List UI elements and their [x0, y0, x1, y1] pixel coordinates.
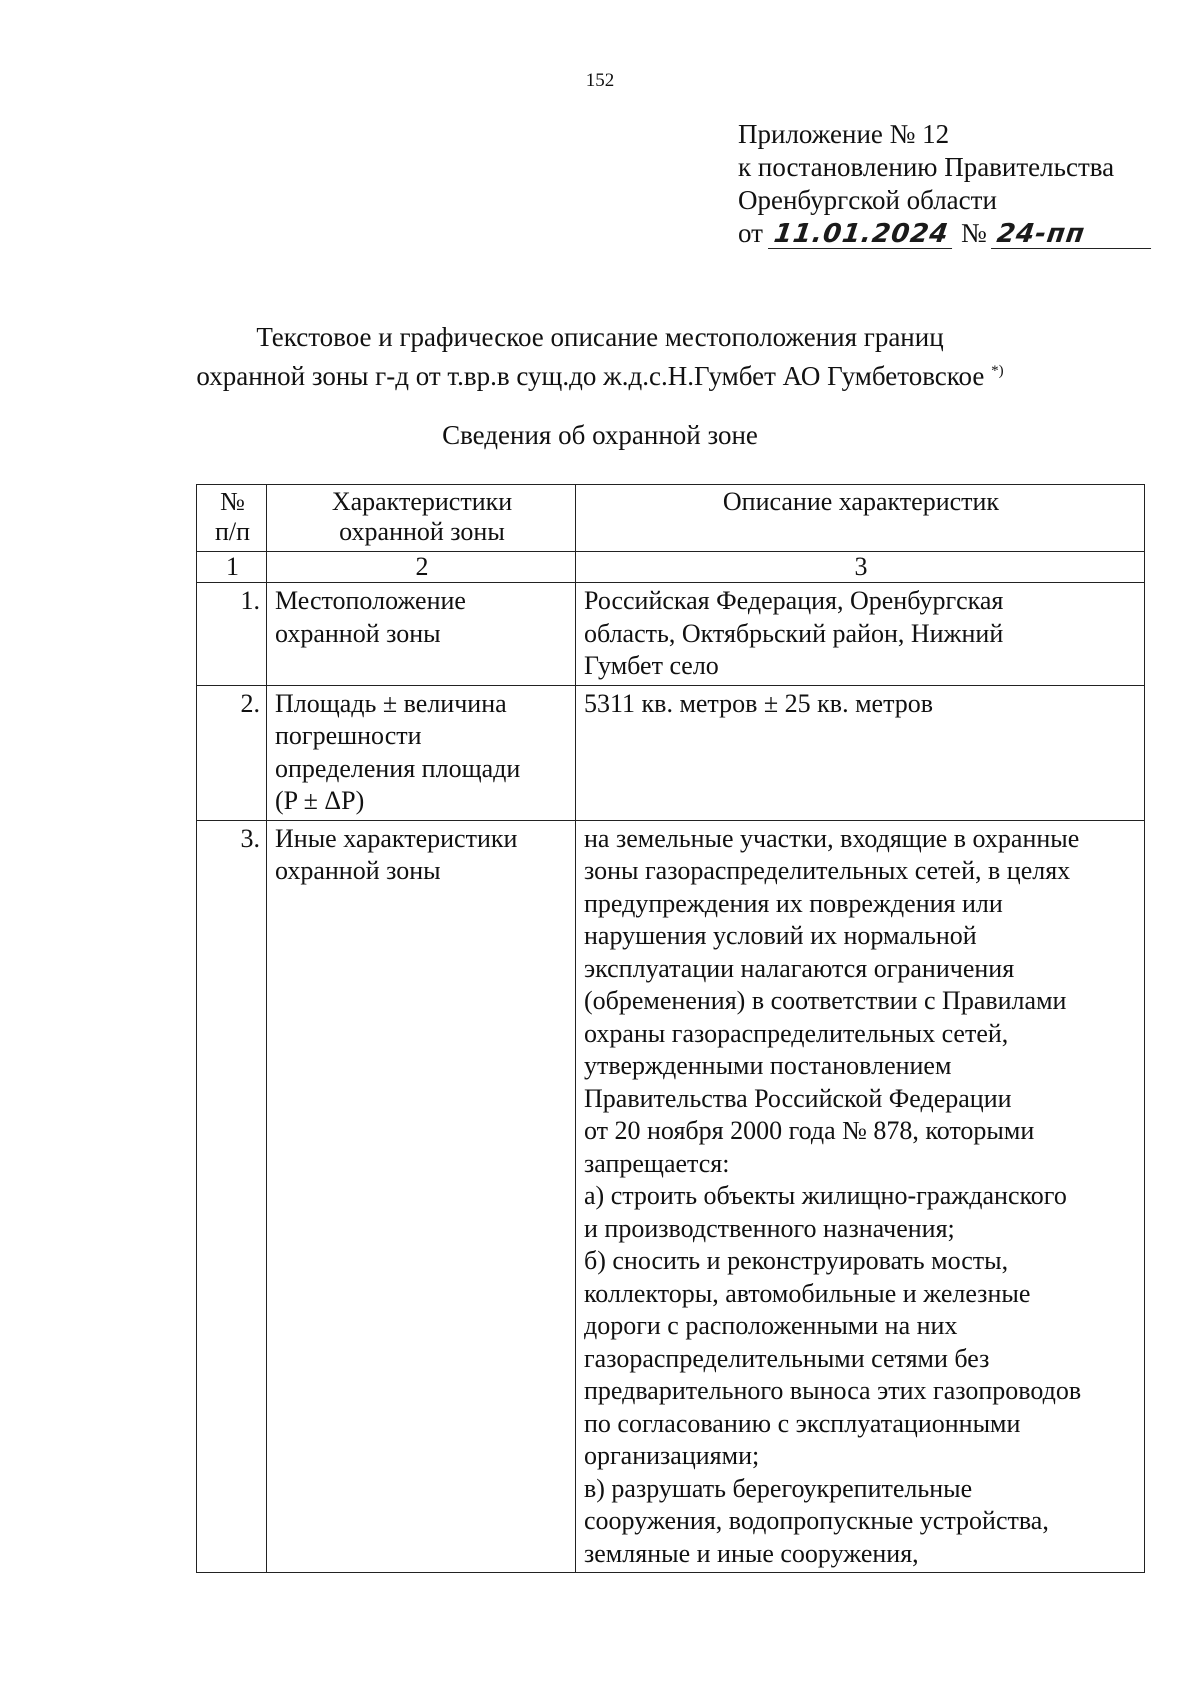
row-description [576, 583, 1145, 686]
row-name-line: Иные характеристики [275, 823, 518, 853]
row-name-line: определения площади [275, 753, 521, 783]
row-name-line: Местоположение [275, 586, 466, 615]
row-desc-line: Правительства Российской Федерации [584, 1083, 1012, 1113]
index-cell-2: 2 [267, 552, 576, 583]
row-num: 1. [197, 583, 267, 686]
title-line-2 [0, 354, 1200, 393]
row-desc-line: (обременения) в соответствии с Правилами [584, 986, 1067, 1015]
header-col2-line-2: охранной зоны [339, 517, 505, 546]
table-row [197, 820, 1145, 1573]
row-desc-line: земляные и иные сооружения, [584, 1538, 919, 1568]
row-desc-line: организациями; [584, 1441, 760, 1470]
table-index-row [197, 552, 1145, 583]
header-num-line-1: № [220, 487, 245, 516]
row-desc-line: охраны газораспределительных сетей, [584, 1018, 1009, 1048]
row-desc-line: дороги с расположенными на них [584, 1311, 958, 1340]
appendix-line-2: к постановлению Правительства [738, 152, 1115, 182]
appendix-line-1: Приложение № 12 [738, 119, 950, 149]
row-desc-line: запрещается: [584, 1148, 730, 1178]
row-desc-line: зоны газораспределительных сетей, в целях [584, 856, 1071, 885]
row-name-line: (P ± ΔP) [275, 786, 365, 815]
row-desc-line: от 20 ноября 2000 года № 878, которыми [584, 1116, 1035, 1145]
header-col2-line-1: Характеристики [331, 487, 513, 516]
document-title [0, 320, 1200, 393]
row-desc-line: коллекторы, автомобильные и железные [584, 1278, 1031, 1308]
table-row [197, 583, 1145, 686]
row-desc-line: Российская Федерация, Оренбургская [584, 586, 1004, 615]
header-characteristics [267, 485, 576, 552]
row-desc-line: предупреждения их повреждения или [584, 888, 1003, 918]
zone-info-table [196, 484, 1145, 1573]
row-desc-line: сооружения, водопропускные устройства, [584, 1506, 1049, 1535]
row-description [576, 820, 1145, 1573]
header-description: Описание характеристик [576, 485, 1145, 552]
row-desc-line: на земельные участки, входящие в охранные [584, 823, 1080, 853]
row-num: 3. [197, 820, 267, 1573]
footnote-mark: *) [991, 363, 1004, 379]
row-name [267, 820, 576, 1573]
row-name-line: Площадь ± величина [275, 688, 507, 718]
table-header-row [197, 485, 1145, 552]
row-name-line: охранной зоны [275, 618, 441, 648]
section-title: Сведения об охранной зоне [442, 420, 758, 450]
appendix-block [738, 118, 1153, 250]
row-desc-line: область, Октябрьский район, Нижний [584, 618, 1004, 648]
row-desc-line: и производственного назначения; [584, 1213, 955, 1243]
row-desc-line: нарушения условий их нормальной [584, 921, 977, 950]
page-number: 152 [585, 70, 615, 91]
row-desc-line: в) разрушать берегоукрепительные [584, 1473, 973, 1503]
index-cell-3: 3 [576, 552, 1145, 583]
title-line-2-text: охранной зоны г-д от т.вр.в сущ.до ж.д.с.Н.Гумбет АО Гумбетовское [196, 361, 985, 391]
row-description [576, 685, 1145, 820]
row-desc-line: эксплуатации налагаются ограничения [584, 953, 1015, 983]
row-num: 2. [197, 685, 267, 820]
date-prefix: от [738, 218, 763, 248]
row-desc-line: по согласованию с эксплуатационными [584, 1408, 1021, 1438]
handwritten-number: 24-пп [991, 220, 1155, 249]
handwritten-date: 11.01.2024 [768, 220, 957, 249]
row-name [267, 685, 576, 820]
row-desc-line: предварительного выноса этих газопроводов [584, 1376, 1082, 1405]
index-cell-1: 1 [197, 552, 267, 583]
row-name-line: погрешности [275, 721, 422, 750]
title-line-1: Текстовое и графическое описание местоположения границ [256, 322, 944, 352]
row-name-line: охранной зоны [275, 856, 441, 885]
header-num [197, 485, 267, 552]
row-desc-line: а) строить объекты жилищно-гражданского [584, 1181, 1067, 1210]
row-desc-line: утвержденными постановлением [584, 1051, 952, 1080]
header-num-line-2: п/п [214, 517, 251, 546]
table-row [197, 685, 1145, 820]
row-desc-line: 5311 кв. метров ± 25 кв. метров [584, 688, 934, 718]
row-name [267, 583, 576, 686]
row-desc-line: Гумбет село [584, 651, 719, 680]
appendix-line-3: Оренбургской области [738, 185, 997, 215]
row-desc-line: газораспределительными сетями без [584, 1343, 990, 1373]
row-desc-line: б) сносить и реконструировать мосты, [584, 1246, 1009, 1275]
appendix-date-line [738, 217, 1153, 250]
number-prefix: № [960, 218, 987, 248]
